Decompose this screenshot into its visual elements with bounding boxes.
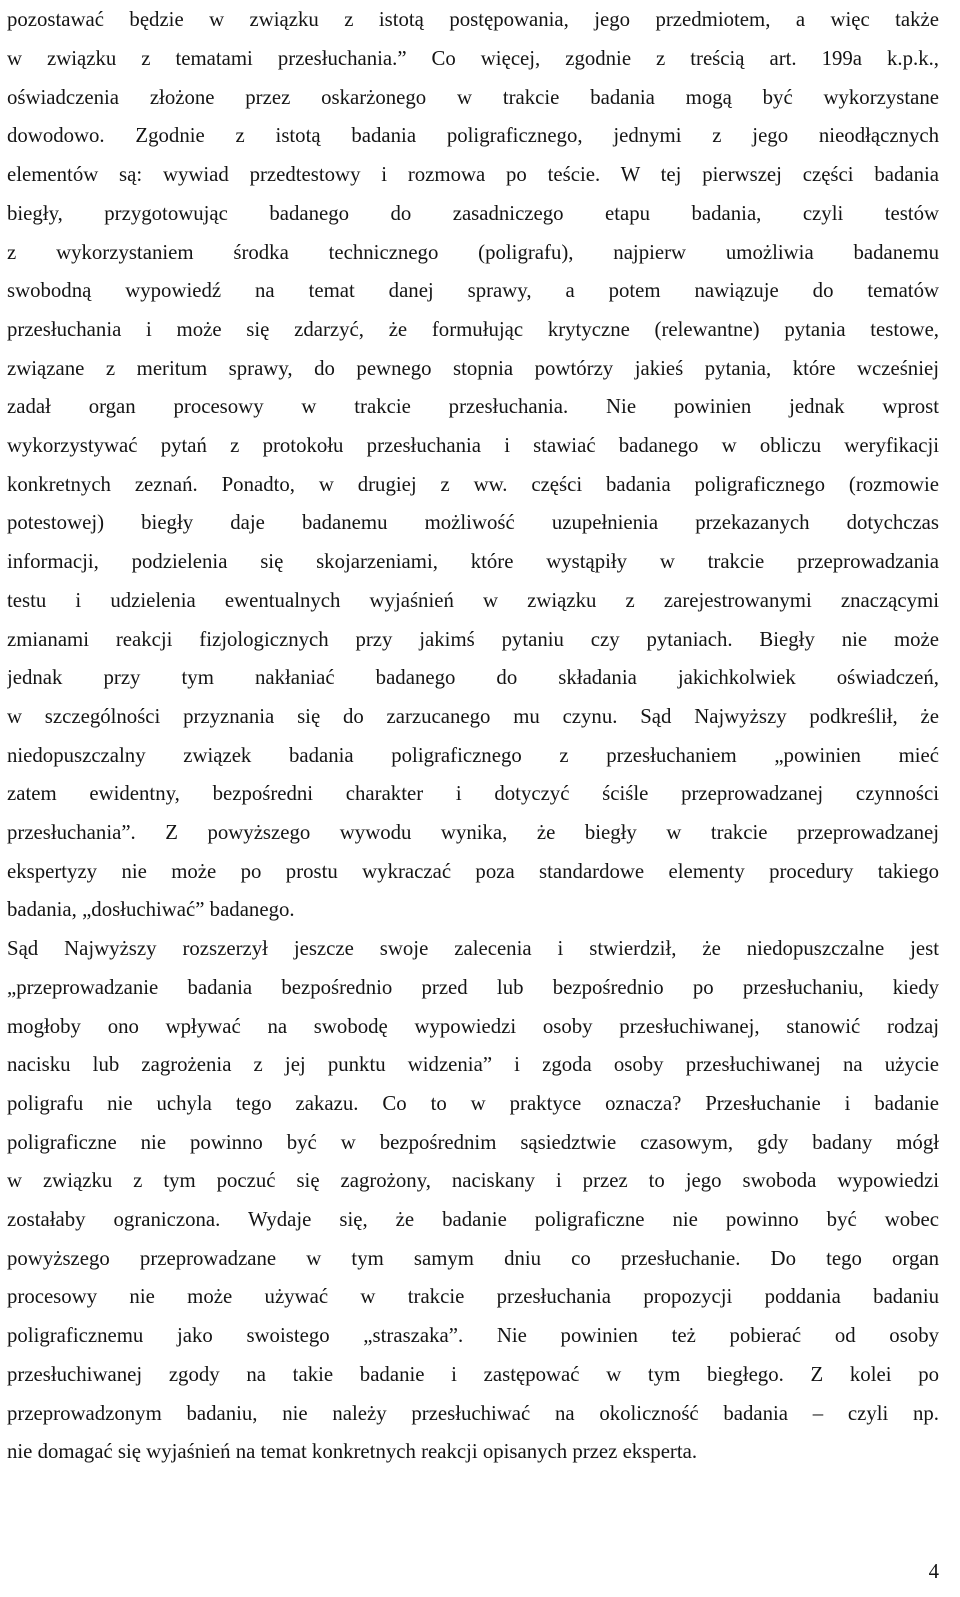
text-line: niedopuszczalny związek badania poligraficznego z przesłuchaniem „powinien mieć [7,743,939,767]
text-line: nacisku lub zagrożenia z jej punktu widzenia” i zgoda osoby przesłuchiwanej na użycie [7,1053,939,1077]
text-line: przesłuchiwanej zgody na takie badanie i zastępować w tym biegłego. Z kolei po [7,1362,939,1386]
text-line: zmianami reakcji fizjologicznych przy jakimś pytaniu czy pytaniach. Biegły nie może [7,627,939,651]
text-line: przesłuchania”. Z powyższego wywodu wynika, że biegły w trakcie przeprowadzanej [7,821,939,844]
text-line: konkretnych zeznań. Ponadto, w drugiej z ww. części badania poligraficznego (rozmowie [7,472,939,496]
text-line: zatem ewidentny, bezpośredni charakter i dotyczyć ściśle przeprowadzanej czynności [7,782,939,806]
text-line: zadał organ procesowy w trakcie przesłuchania. Nie powinien jednak wprost [7,395,939,419]
text-line: przeprowadzonym badaniu, nie należy przesłuchiwać na okoliczność badania – czyli np. [7,1401,939,1425]
text-line: ekspertyzy nie może po prostu wykraczać poza standardowe elementy procedury takiego [7,859,939,883]
text-line: z wykorzystaniem środka technicznego (poligrafu), najpierw umożliwia badanemu [7,240,939,264]
text-line: w szczególności przyznania się do zarzucanego mu czynu. Sąd Najwyższy podkreślił, że [7,704,939,728]
text-line: przesłuchania i może się zdarzyć, że formułując krytyczne (relewantne) pytania testowe, [7,317,939,341]
text-line: poligrafu nie uchyla tego zakazu. Co to w praktyce oznacza? Przesłuchanie i badanie [7,1091,939,1115]
text-line: Sąd Najwyższy rozszerzył jeszcze swoje zalecenia i stwierdził, że niedopuszczalne jest [7,937,939,961]
text-line: „przeprowadzanie badania bezpośrednio przed lub bezpośrednio po przesłuchaniu, kiedy [7,975,939,999]
text-line: powyższego przeprowadzane w tym samym dniu co przesłuchanie. Do tego organ [7,1246,939,1270]
text-line: jednak przy tym nakłaniać badanego do składania jakichkolwiek oświadczeń, [7,666,939,690]
text-line: w związku z tematami przesłuchania.” Co więcej, zgodnie z treścią art. 199a k.p.k., [7,47,939,70]
text-line: testu i udzielenia ewentualnych wyjaśnień w związku z zarejestrowanymi znaczącymi [7,588,939,612]
text-line: badania, „dosłuchiwać” badanego. [7,898,295,922]
text-line: nie domagać się wyjaśnień na temat konkretnych reakcji opisanych przez eksperta. [7,1440,698,1464]
text-line: procesowy nie może używać w trakcie przesłuchania propozycji poddania badaniu [7,1285,939,1309]
text-line: biegły, przygotowując badanego do zasadniczego etapu badania, czyli testów [7,201,939,225]
page-number: 4 [928,1560,939,1583]
text-line: poligraficznemu jako swoistego „straszaka”. Nie powinien też pobierać od osoby [7,1324,939,1348]
text-line: zostałaby ograniczona. Wydaje się, że badanie poligraficzne nie powinno być wobec [7,1208,939,1231]
text-line: w związku z tym poczuć się zagrożony, naciskany i przez to jego swoboda wypowiedzi [7,1169,939,1193]
text-line: poligraficzne nie powinno być w bezpośrednim sąsiedztwie czasowym, gdy badany mógł [7,1130,939,1154]
text-line: związane z meritum sprawy, do pewnego stopnia powtórzy jakieś pytania, które wcześniej [7,356,939,380]
text-line: mogłoby ono wpływać na swobodę wypowiedzi osoby przesłuchiwanej, stanowić rodzaj [7,1014,939,1038]
text-line: wykorzystywać pytań z protokołu przesłuchania i stawiać badanego w obliczu weryfikacji [7,434,939,457]
text-line: elementów są: wywiad przedtestowy i rozmowa po teście. W tej pierwszej części badania [7,163,939,187]
text-line: dowodowo. Zgodnie z istotą badania poligraficznego, jednymi z jego nieodłącznych [7,124,939,148]
text-line: pozostawać będzie w związku z istotą postępowania, jego przedmiotem, a więc także [7,8,939,32]
text-line: potestowej) biegły daje badanemu możliwość uzupełnienia przekazanych dotychczas [7,511,939,535]
text-line: oświadczenia złożone przez oskarżonego w trakcie badania mogą być wykorzystane [7,85,939,109]
text-line: informacji, podzielenia się skojarzeniami, które wystąpiły w trakcie przeprowadzania [7,550,939,574]
text-line: swobodną wypowiedź na temat danej sprawy, a potem nawiązuje do tematów [7,279,939,303]
